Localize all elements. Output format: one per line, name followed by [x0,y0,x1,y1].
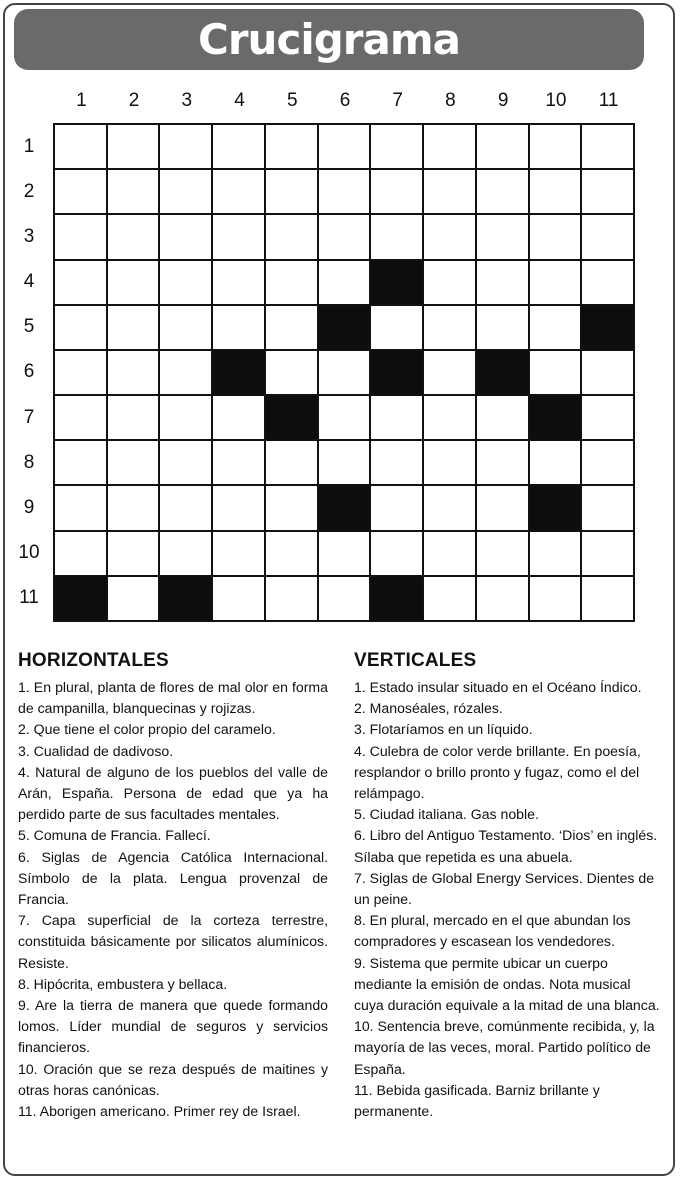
grid-cell[interactable] [582,396,633,439]
grid-cell[interactable] [266,261,317,304]
grid-cell[interactable] [477,125,528,168]
grid-cell[interactable] [55,170,106,213]
grid-cell[interactable] [319,125,370,168]
row-number: 3 [23,225,35,247]
grid-cell[interactable] [424,486,475,529]
grid-cell-black [530,486,581,529]
grid-cell[interactable] [160,351,211,394]
grid-cell[interactable] [55,261,106,304]
grid-cell[interactable] [371,215,422,258]
grid-cell[interactable] [530,215,581,258]
grid-cell[interactable] [582,351,633,394]
grid-cell-black [371,351,422,394]
grid-cell[interactable] [477,486,528,529]
column-number: 2 [128,90,140,111]
clue-vertical-1: 1. Estado insular situado en el Océano Índico. [354,679,642,695]
grid-cell[interactable] [160,306,211,349]
title-banner [14,9,644,70]
grid-cell[interactable] [424,351,475,394]
grid-cell-black [213,351,264,394]
grid-cell[interactable] [371,170,422,213]
grid-cell[interactable] [477,170,528,213]
column-number: 3 [181,90,193,111]
clue-horizontal-7: 7. Capa superficial de la corteza terrestre, constituida básicamente por silicatos alumínicos. Resiste. [18,912,328,971]
grid-cell[interactable] [530,577,581,620]
grid-cell[interactable] [55,215,106,258]
clue-horizontal-10: 10. Oración que se reza después de maitines y otras horas canónicas. [18,1060,328,1098]
column-numbers [55,88,635,114]
row-numbers [8,124,50,621]
row-number: 6 [23,361,35,383]
grid-cell[interactable] [424,441,475,484]
grid-cell[interactable] [319,261,370,304]
grid-cell[interactable] [424,261,475,304]
grid-cell[interactable] [266,577,317,620]
grid-cell[interactable] [530,170,581,213]
clue-vertical-8: 8. En plural, mercado en el que abundan los compradores y escasean los vendedores. [354,912,631,950]
grid-cell[interactable] [213,261,264,304]
grid-cell[interactable] [371,532,422,575]
grid-cell[interactable] [266,306,317,349]
row-number: 4 [23,271,35,293]
grid-cell-black [582,306,633,349]
grid-cell[interactable] [108,261,159,304]
grid-cell[interactable] [477,532,528,575]
grid-cell-black [160,577,211,620]
clue-horizontal-8: 8. Hipócrita, embustera y bellaca. [18,975,228,992]
grid-cell[interactable] [582,577,633,620]
grid-cell[interactable] [213,215,264,258]
grid-cell[interactable] [213,396,264,439]
grid-cell[interactable] [424,306,475,349]
grid-cell[interactable] [160,441,211,484]
column-number: 5 [286,90,298,111]
grid-cell[interactable] [160,532,211,575]
grid-cell[interactable] [530,351,581,394]
clue-horizontal-1: 1. En plural, planta de flores de mal olor en forma de campanilla, blanquecinas y rojizas. [18,679,328,717]
grid-cell[interactable] [160,486,211,529]
row-number: 9 [23,497,35,519]
clue-vertical-10: 10. Sentencia breve, comúnmente recibida, y, la mayoría de las veces, moral. Partido político de España. [354,1018,655,1077]
grid-cell[interactable] [582,486,633,529]
grid-cell[interactable] [424,577,475,620]
grid-cell[interactable] [582,170,633,213]
clue-horizontal-5: 5. Comuna de Francia. Fallecí. [18,827,211,844]
grid-cell[interactable] [266,351,317,394]
grid-cell[interactable] [108,351,159,394]
column-number: 4 [234,90,245,111]
grid-cell[interactable] [477,261,528,304]
clue-vertical-5: 5. Ciudad italiana. Gas noble. [354,806,539,823]
row-number: 11 [19,587,39,609]
column-number: 10 [545,90,567,111]
grid-cell[interactable] [477,441,528,484]
grid-cell[interactable] [266,532,317,575]
row-number: 7 [23,406,35,428]
row-number: 5 [23,316,35,338]
column-number: 9 [497,90,509,111]
grid-cell-black [55,577,106,620]
clue-vertical-7: 7. Siglas de Global Energy Services. Dientes de un peine. [354,869,655,908]
vertical-heading: VERTICALES [354,650,477,671]
grid-cell[interactable] [319,215,370,258]
grid-cell[interactable] [530,532,581,575]
grid-cell[interactable] [319,532,370,575]
clue-vertical-2: 2. Manoséales, rózales. [354,700,503,717]
grid-cell[interactable] [160,170,211,213]
column-number: 8 [445,90,456,111]
grid-cell[interactable] [55,351,106,394]
grid-cell[interactable] [371,306,422,349]
grid-cell[interactable] [319,170,370,213]
grid-cell[interactable] [108,396,159,439]
grid-cell[interactable] [108,486,159,529]
grid-cell-black [371,577,422,620]
grid-cell[interactable] [108,170,159,213]
grid-cell[interactable] [582,441,633,484]
grid-cell[interactable] [582,125,633,168]
grid-cell[interactable] [55,532,106,575]
column-number: 6 [339,90,351,111]
grid-cell[interactable] [55,441,106,484]
clue-horizontal-3: 3. Cualidad de dadivoso. [18,742,174,759]
grid-cell[interactable] [213,532,264,575]
grid-cell[interactable] [55,396,106,439]
grid-cell[interactable] [160,261,211,304]
column-number: 1 [76,90,87,111]
grid-cell[interactable] [213,125,264,168]
grid-cell[interactable] [160,396,211,439]
grid-cell[interactable] [530,261,581,304]
column-number: 11 [598,90,619,111]
grid-cell[interactable] [319,441,370,484]
grid-cell[interactable] [530,306,581,349]
clue-vertical-6: 6. Libro del Antiguo Testamento. ‘Dios’ en inglés. Sílaba que repetida es una abuela. [354,827,658,865]
grid-cell[interactable] [213,486,264,529]
horizontal-clues [18,648,328,1122]
grid-cell[interactable] [108,125,159,168]
grid-cell-black [530,396,581,439]
grid-cell[interactable] [213,306,264,349]
grid-cell[interactable] [371,486,422,529]
grid-cell[interactable] [108,577,159,620]
grid-cell[interactable] [266,486,317,529]
grid-cell-black [319,486,370,529]
clue-horizontal-2: 2. Que tiene el color propio del caramelo. [18,721,276,738]
grid-cell[interactable] [424,170,475,213]
grid-cell[interactable] [108,215,159,258]
grid-cell[interactable] [55,486,106,529]
grid-cell[interactable] [266,125,317,168]
grid-cell[interactable] [582,261,633,304]
grid-cell[interactable] [424,215,475,258]
grid-cell[interactable] [371,396,422,439]
grid-cell[interactable] [477,306,528,349]
grid-cell-black [319,306,370,349]
clue-horizontal-11: 11. Aborigen americano. Primer rey de Israel. [18,1103,301,1120]
clue-vertical-9: 9. Sistema que permite ubicar un cuerpo mediante la emisión de ondas. Nota musical cuya duración equivale a la mitad de una blanca. [354,954,660,1014]
grid-cell[interactable] [477,577,528,620]
grid-cell[interactable] [266,170,317,213]
row-number: 2 [23,180,35,202]
grid-cell[interactable] [160,125,211,168]
grid-cell[interactable] [55,306,106,349]
grid-cell[interactable] [530,125,581,168]
grid-cell[interactable] [477,215,528,258]
grid-cell[interactable] [319,396,370,439]
grid-cell-black [477,351,528,394]
grid-cell[interactable] [371,125,422,168]
grid-cell[interactable] [266,441,317,484]
horizontal-heading: HORIZONTALES [18,650,169,671]
grid-cell[interactable] [108,306,159,349]
grid-cell[interactable] [213,170,264,213]
grid-cell[interactable] [213,441,264,484]
grid-cell[interactable] [213,577,264,620]
clue-vertical-3: 3. Flotaríamos en un líquido. [354,721,533,738]
row-number: 1 [23,135,35,157]
grid-cell[interactable] [582,532,633,575]
grid-cell[interactable] [319,577,370,620]
grid-cell[interactable] [266,215,317,258]
grid-cell[interactable] [371,441,422,484]
clue-horizontal-4: 4. Natural de alguno de los pueblos del valle de Arán, España. Persona de edad que ya ha perdido parte de sus facultades mentales. [18,763,328,823]
clue-horizontal-6: 6. Siglas de Agencia Católica Internacional. Símbolo de la plata. Lengua provenzal de Francia. [18,848,328,908]
crossword-grid [53,123,635,622]
grid-cell[interactable] [319,351,370,394]
grid-cell[interactable] [424,532,475,575]
grid-cell[interactable] [477,396,528,439]
grid-cell[interactable] [108,441,159,484]
page-title: Crucigrama [198,15,460,64]
grid-cell[interactable] [108,532,159,575]
clue-horizontal-9: 9. Are la tierra de manera que quede formando lomos. Líder mundial de seguros y servicios financieros. [18,997,328,1056]
column-number: 7 [392,90,403,111]
row-number: 8 [23,451,35,473]
grid-cell[interactable] [582,215,633,258]
row-number: 10 [18,542,40,564]
grid-cell-black [371,261,422,304]
grid-cell[interactable] [160,215,211,258]
grid-cell[interactable] [424,396,475,439]
vertical-clues [354,648,660,1122]
grid-cell[interactable] [530,441,581,484]
clue-vertical-4: 4. Culebra de color verde brillante. En poesía, resplandor o brillo pronto y fugaz, como el del relámpago. [354,742,641,802]
grid-cell[interactable] [424,125,475,168]
clue-vertical-11: 11. Bebida gasificada. Barniz brillante y permanente. [354,1081,600,1120]
grid-cell-black [266,396,317,439]
grid-cell[interactable] [55,125,106,168]
